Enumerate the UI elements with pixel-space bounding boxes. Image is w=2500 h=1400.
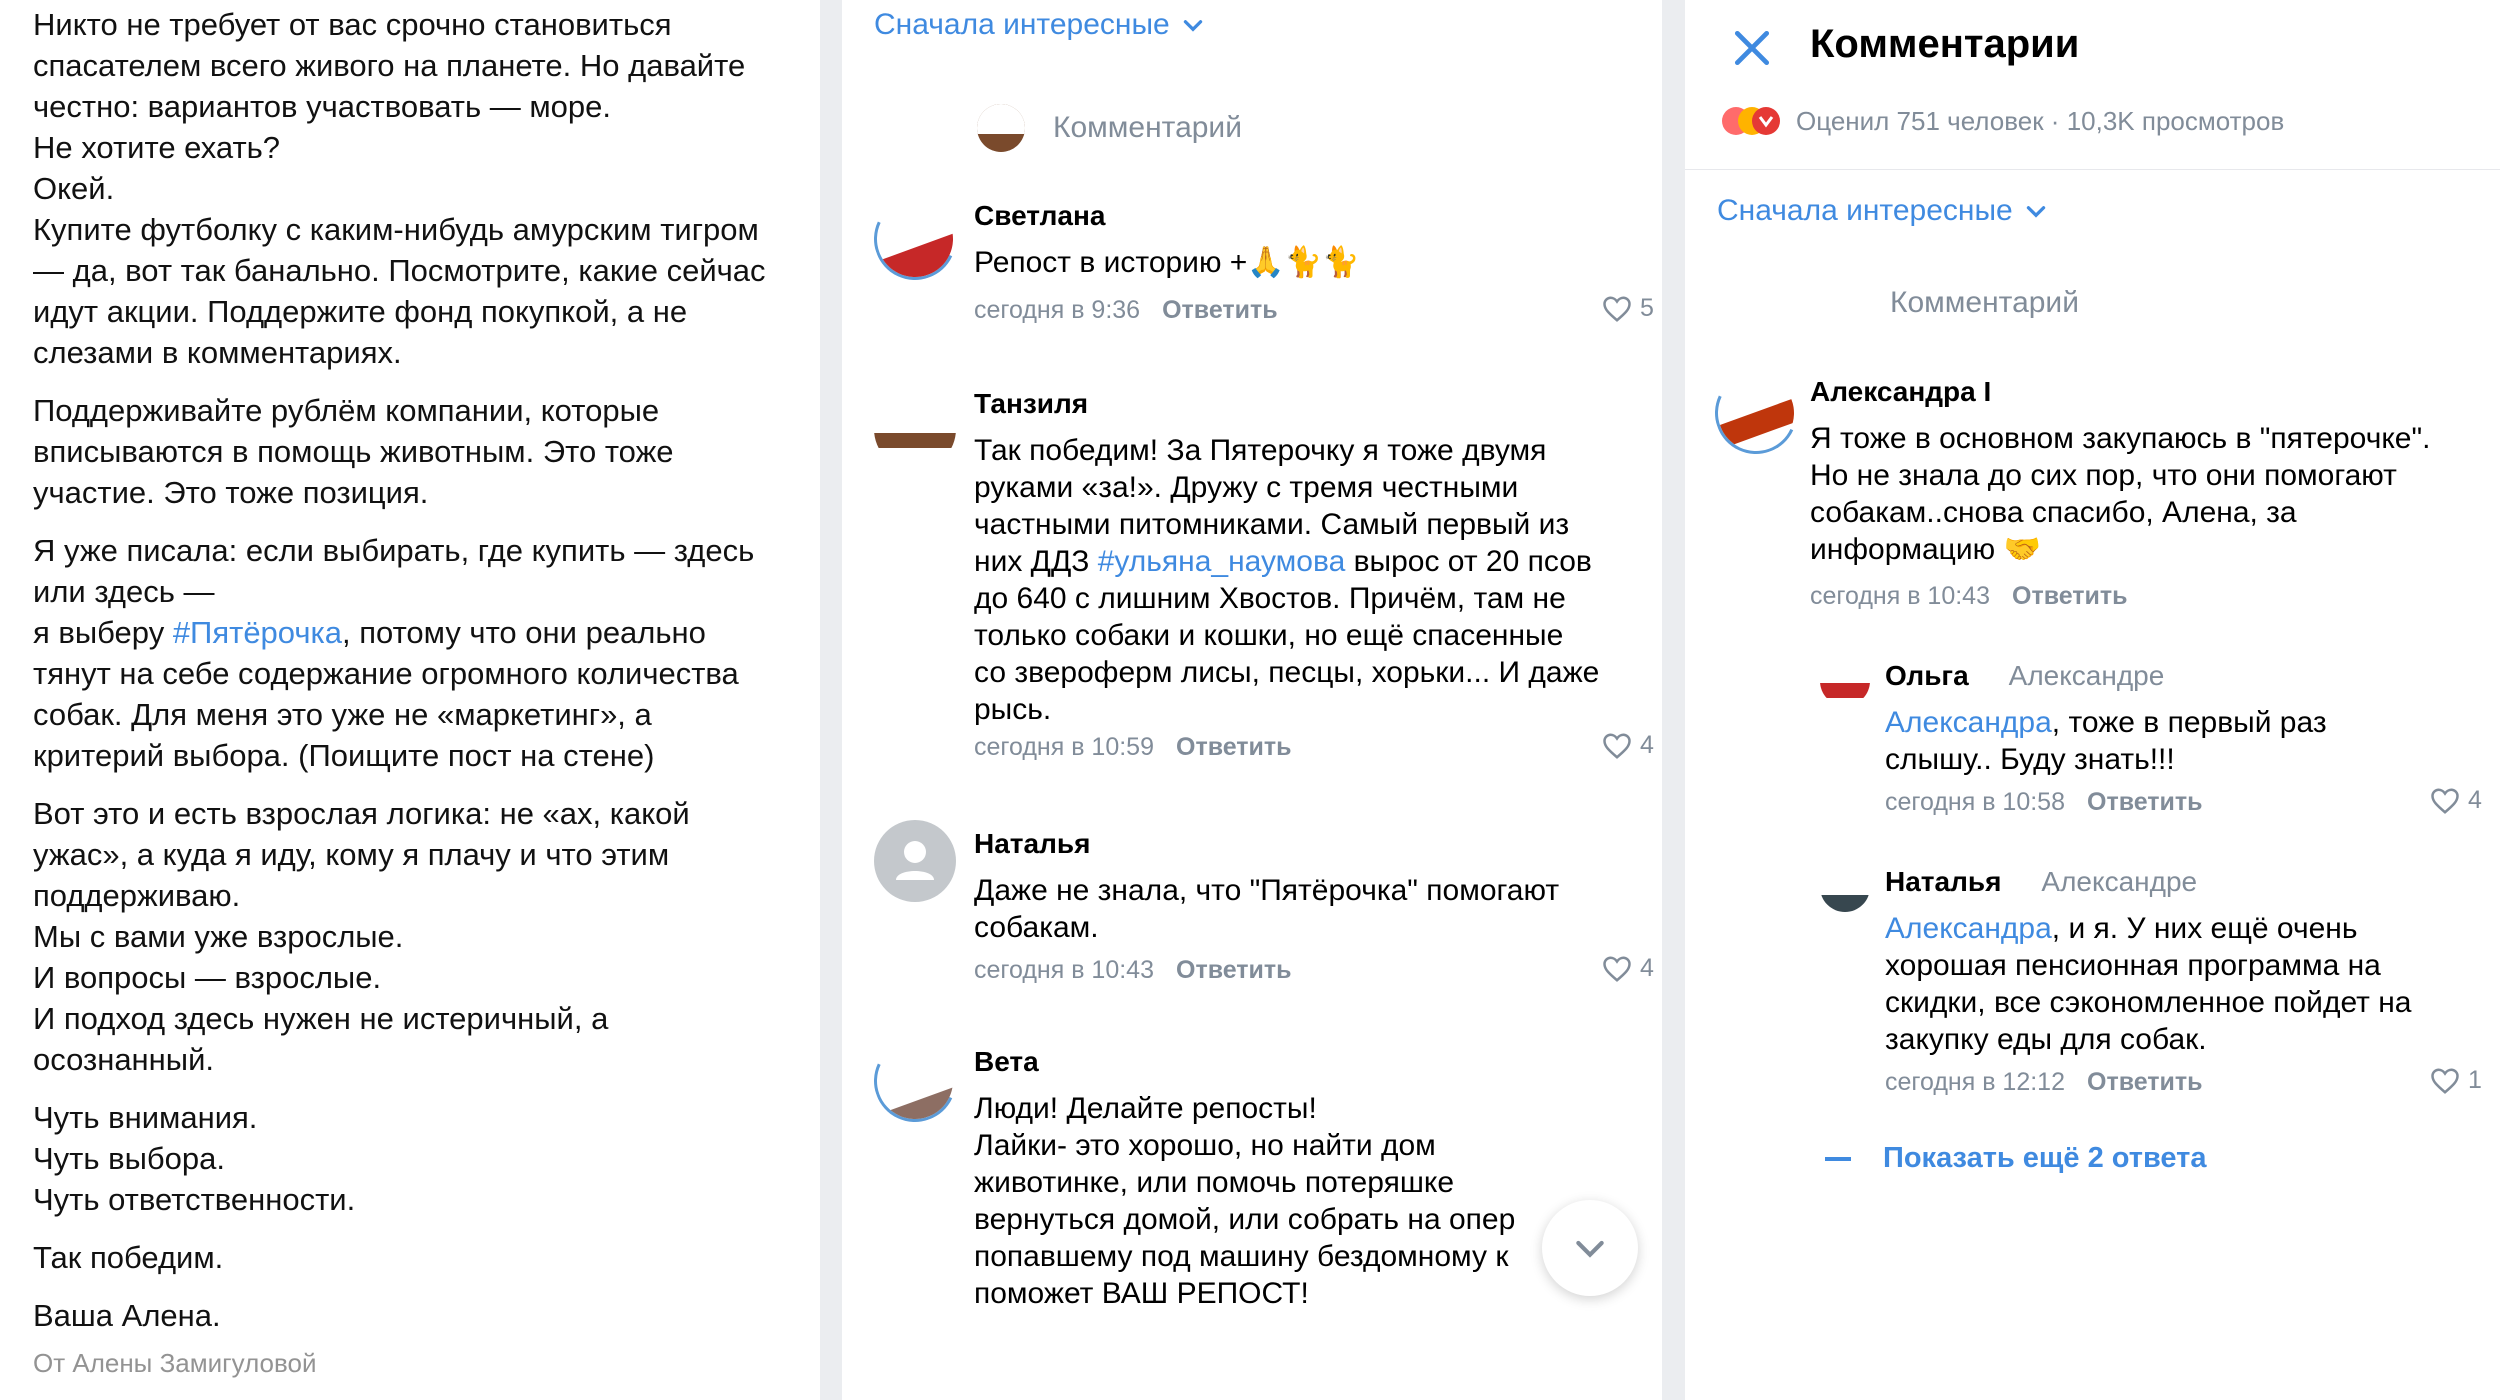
like-button[interactable]: 4 [1602, 731, 1654, 760]
reply-button[interactable]: Ответить [2012, 582, 2128, 610]
post-paragraph-5: Чуть внимания. Чуть выбора. Чуть ответственности. [33, 1100, 356, 1217]
comment-item [1715, 372, 2495, 622]
post-paragraph-3: Я уже писала: если выбирать, где купить — здесь или здесь — я выберу #Пятёрочка, потому что они реально тянут на себе содержание огромного количества собак. Для меня это уже не «маркетинг», а критерий выбора. (Поищите пост на стене) [33, 533, 755, 773]
rating-info: Оценил 751 человек · 10,3K просмотров [1720, 103, 2284, 139]
like-button[interactable]: 4 [1602, 954, 1654, 983]
comment-input[interactable]: Комментарий [1890, 286, 2079, 319]
comment-meta: сегодня в 10:43 Ответить [974, 956, 1292, 984]
comment-text: Даже не знала, что "Пятёрочка" помогают собакам. [974, 874, 1560, 944]
hashtag-link[interactable]: #ульяна_наумова [1097, 545, 1346, 578]
comment-meta: сегодня в 9:36 Ответить [974, 296, 1278, 324]
comment-item [874, 820, 1654, 990]
like-button[interactable]: 4 [2430, 786, 2482, 815]
heart-icon [1602, 732, 1632, 760]
heart-icon [1602, 295, 1632, 323]
post-paragraph-1: Никто не требует от вас срочно становиться спасателем всего живого на планете. Но давайте честно: вариантов участвовать — море. Не хотите ехать? Окей. Купите футболку с каким-нибудь амурским тигром — да, вот так банально. Посмотрите, какие сейчас идут акции. Поддержите фонд покупкой, а не слезами в комментариях. [33, 7, 766, 370]
heart-icon [2430, 1067, 2460, 1095]
comment-text: Александра, и я. У них ещё очень хорошая пенсионная программа на скидки, все сэкономленное пойдет на закупку еды для собак. [1885, 912, 2412, 1056]
reply-button[interactable]: Ответить [1176, 733, 1292, 761]
comment-author-name[interactable]: Светлана [974, 200, 1106, 231]
like-button[interactable]: 5 [1602, 294, 1654, 323]
comment-author-name: Наталья Александре [1885, 866, 2198, 897]
comments-header [1685, 0, 2500, 170]
comment-text: Александра, тоже в первый раз слышу.. Буду знать!!! [1885, 706, 2327, 776]
avatar[interactable] [874, 820, 956, 902]
heart-icon [1602, 955, 1632, 983]
avatar [977, 104, 1025, 152]
sort-dropdown[interactable]: Сначала интересные [874, 8, 1206, 42]
post-paragraph-7: Ваша Алена. [33, 1298, 221, 1333]
comment-author-name[interactable]: Танзиля [974, 388, 1089, 419]
mention-link[interactable]: Александра [1885, 912, 2052, 945]
avatar[interactable] [1820, 656, 1870, 706]
comment-item [874, 198, 1654, 324]
scroll-down-button[interactable] [1542, 1200, 1638, 1296]
comment-meta: сегодня в 10:59 Ответить [974, 733, 1292, 761]
comment-author-name: Ольга Александре [1885, 660, 2165, 691]
comment-text: Репост в историю +🙏🐈🐈 [974, 245, 1360, 280]
reactions-icon [1720, 103, 1782, 139]
like-button[interactable]: 1 [2430, 1066, 2482, 1095]
comment-item [874, 388, 1654, 768]
reply-button[interactable]: Ответить [2087, 1068, 2203, 1096]
comment-text: Так победим! За Пятерочку я тоже двумя руками «за!». Дружу с тремя честными частными питомниками. Самый первый из них ДДЗ #ульяна_наумова вырос от 20 псов до 640 с лишним Хвостов. Причём, там не только собаки и кошки, но ещё спасенные со звероферм лисы, песцы, хорьки... И даже рысь. [974, 434, 1600, 726]
avatar[interactable] [862, 186, 967, 291]
comment-meta: сегодня в 12:12 Ответить [1885, 1068, 2203, 1096]
comment-author-name[interactable]: Вета [974, 1046, 1039, 1077]
hashtag-link[interactable]: #Пятёрочка [172, 615, 342, 650]
reply-button[interactable]: Ответить [2087, 788, 2203, 816]
comment-author-name[interactable]: Наталья [974, 828, 1091, 859]
reply-item [1820, 656, 2500, 826]
user-placeholder-icon [874, 820, 956, 902]
post-paragraph-4: Вот это и есть взрослая логика: не «ах, какой ужас», а куда я иду, кому я плачу и что этим поддерживаю. Мы с вами уже взрослые. И вопросы — взрослые. И подход здесь нужен не истеричный, а осознанный. [33, 796, 690, 1077]
chevron-down-icon [1180, 12, 1206, 38]
avatar[interactable] [862, 1028, 967, 1133]
reply-button[interactable]: Ответить [1176, 956, 1292, 984]
chevron-down-icon [2023, 198, 2049, 224]
sort-dropdown[interactable]: Сначала интересные [1717, 194, 2049, 228]
comments-thread-panel [1685, 0, 2500, 1400]
post-author-link[interactable]: От Алены Замигуловой [33, 1348, 317, 1378]
comment-meta: сегодня в 10:43 Ответить [1810, 582, 2128, 610]
comment-input[interactable]: Комментарий [977, 104, 1242, 152]
post-panel [0, 0, 820, 1400]
post-paragraph-2: Поддерживайте рублём компании, которые вписываются в помощь животным. Это тоже участие. Это тоже позиция. [33, 393, 674, 510]
avatar[interactable] [1703, 360, 1808, 465]
comment-item [874, 1040, 1654, 1360]
comment-meta: сегодня в 10:58 Ответить [1885, 788, 2203, 816]
post-paragraph-6: Так победим. [33, 1240, 224, 1275]
comments-panel [842, 0, 1662, 1400]
post-text [33, 4, 793, 1353]
comment-text: Люди! Делайте репосты! Лайки- это хорошо, но найти дом животинке, или помочь потеряшке вернуться домой, или собрать на опер попавшему под машину бездомному к поможет ВАШ РЕПОСТ! [974, 1092, 1516, 1310]
comment-author-name[interactable]: Александра I [1810, 376, 1992, 407]
heart-icon [2430, 787, 2460, 815]
show-more-replies-button[interactable]: Показать ещё 2 ответа [1825, 1142, 2207, 1175]
dash-icon [1825, 1157, 1851, 1161]
avatar[interactable] [874, 388, 956, 470]
reply-button[interactable]: Ответить [1162, 296, 1278, 324]
reply-item [1820, 862, 2500, 1112]
avatar[interactable] [1820, 862, 1870, 912]
close-icon[interactable] [1730, 26, 1774, 70]
comment-text: Я тоже в основном закупаюсь в "пятерочке". Но не знала до сих пор, что они помогают собакам..снова спасибо, Алена, за информацию 🤝 [1810, 422, 2431, 567]
mention-link[interactable]: Александра [1885, 706, 2052, 739]
page-title: Комментарии [1810, 22, 2080, 66]
chevron-down-icon [1570, 1228, 1610, 1268]
